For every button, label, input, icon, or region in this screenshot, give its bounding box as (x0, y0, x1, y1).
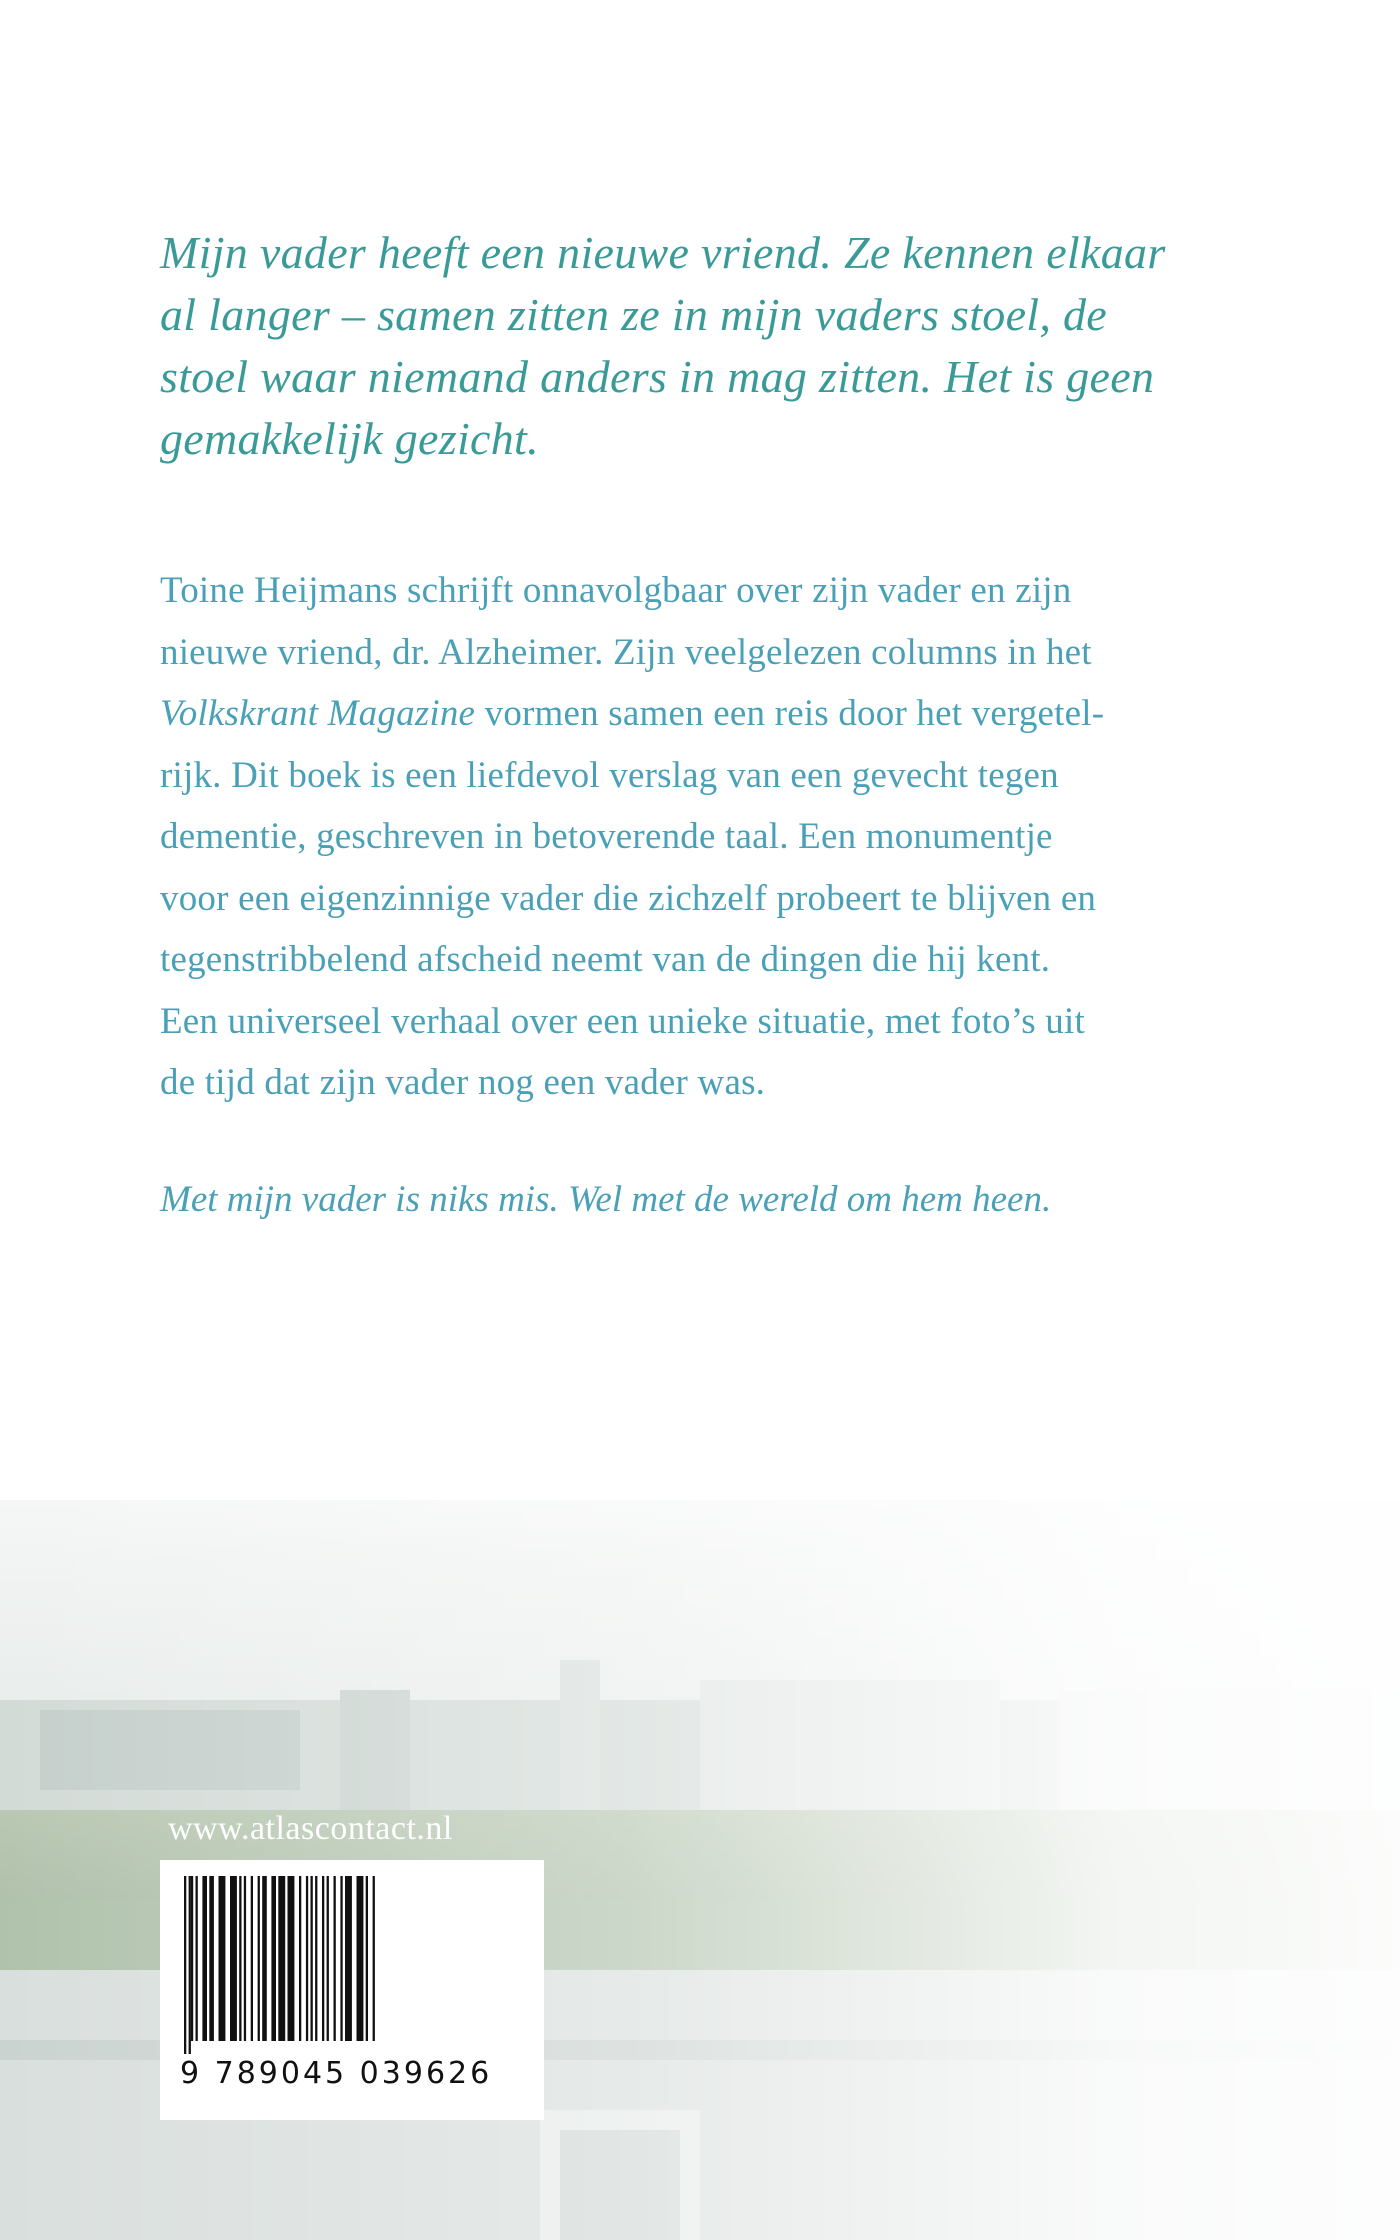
description-line: de tijd dat zijn vader nog een vader was. (160, 1062, 766, 1103)
barcode-bar (334, 1876, 336, 2041)
description-line: nieuwe vriend, dr. Alzheimer. Zijn veelgelezen columns in het (160, 631, 1092, 673)
barcode-bar (262, 1876, 267, 2041)
isbn-number: 9 789045 039626 (180, 2056, 493, 2091)
barcode-bar (311, 1876, 313, 2041)
publisher-website: www.atlascontact.nl (168, 1810, 453, 1847)
barcode-bar (306, 1876, 308, 2041)
barcode-bar (288, 1876, 295, 2041)
barcode-bar (202, 1876, 207, 2041)
description-line: voor een eigenzinnige vader die zichzelf probeert te blijven en (160, 877, 1097, 919)
barcode-bar (315, 1876, 317, 2041)
barcode-bar (189, 1876, 191, 2054)
barcode (160, 1860, 544, 2120)
barcode-bar (239, 1876, 241, 2041)
barcode-bar (209, 1876, 214, 2041)
quote-line: stoel waar niemand anders in mag zitten. Het is geen (160, 351, 1155, 402)
book-description (160, 560, 1260, 1114)
barcode-bar (230, 1876, 237, 2041)
barcode-bar (322, 1876, 324, 2041)
description-line: rijk. Dit boek is een liefdevol verslag van een gevecht tegen (160, 754, 1059, 796)
barcode-bar (251, 1876, 253, 2041)
quote-line: Mijn vader heeft een nieuwe vriend. Ze kennen elkaar (160, 227, 1166, 278)
barcode-bar (196, 1876, 198, 2041)
barcode-bar (278, 1876, 285, 2041)
opening-quote (160, 222, 1260, 470)
barcode-bar (219, 1876, 226, 2041)
barcode-bar (373, 1876, 375, 2041)
description-line: dementie, geschreven in betoverende taal. Een monumentje (160, 816, 1053, 857)
magazine-title: Volkskrant Magazine (160, 693, 476, 734)
closing-quote: Met mijn vader is niks mis. Wel met de wereld om hem heen. (160, 1179, 1052, 1220)
barcode-bar (345, 1876, 352, 2041)
quote-line: al langer – samen zitten ze in mijn vaders stoel, de (160, 289, 1107, 340)
description-line: Toine Heijmans schrijft onnavolgbaar over zijn vader en zijn (160, 570, 1072, 611)
barcode-bar (327, 1876, 329, 2041)
description-line: tegenstribbelend afscheid neemt van de dingen die hij kent. (160, 939, 1051, 980)
barcode-bar (366, 1876, 368, 2041)
barcode-bar (340, 1876, 342, 2041)
barcode-bar (184, 1876, 186, 2054)
description-line (160, 683, 1260, 745)
barcode-bar (357, 1876, 364, 2041)
description-text: vormen samen een reis door het vergetel- (475, 693, 1105, 734)
barcode-bar (271, 1876, 276, 2041)
barcode-bar (244, 1876, 246, 2041)
barcode-bar (191, 1876, 193, 2041)
description-line: Een universeel verhaal over een unieke situatie, met foto’s uit (160, 1000, 1085, 1042)
barcode-bars (182, 1876, 522, 2054)
quote-line: gemakkelijk gezicht. (160, 413, 539, 464)
barcode-bar (299, 1876, 301, 2041)
barcode-bar (258, 1876, 260, 2041)
